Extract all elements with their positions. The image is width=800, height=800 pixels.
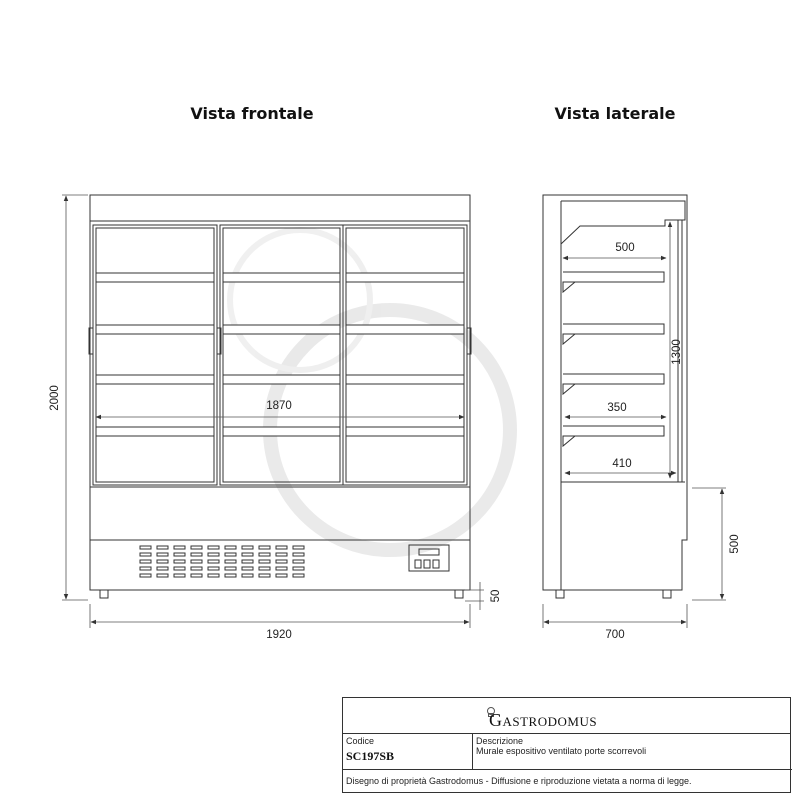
vent-slot <box>191 567 202 570</box>
dim-side-inner-height: 1300 <box>671 339 683 365</box>
side-view <box>543 195 741 641</box>
vent-slot <box>276 553 287 556</box>
vent-slot <box>157 560 168 563</box>
vent-slot <box>157 574 168 577</box>
foot-right <box>455 590 463 598</box>
vent-grille <box>140 546 304 577</box>
vent-slot <box>242 574 253 577</box>
vent-slot <box>276 574 287 577</box>
dim-side-top-shelf: 500 <box>615 242 635 254</box>
dim-side-shelf-mid: 350 <box>607 402 627 414</box>
vent-slot <box>191 574 202 577</box>
brand-row <box>343 698 790 734</box>
vent-slot <box>174 567 185 570</box>
vent-slot <box>140 546 151 549</box>
brand-name: Gastrodomus <box>489 710 598 730</box>
vent-slot <box>191 546 202 549</box>
side-foot-front <box>556 590 564 598</box>
vent-slot <box>293 546 304 549</box>
side-foot-back <box>663 590 671 598</box>
vent-slot <box>225 553 236 556</box>
dim-total-height: 2000 <box>49 385 61 411</box>
dim-side-base-height: 500 <box>729 534 741 554</box>
vent-slot <box>225 546 236 549</box>
vent-slot <box>140 560 151 563</box>
vent-slot <box>276 567 287 570</box>
vent-slot <box>293 560 304 563</box>
code-cell <box>343 734 473 770</box>
description-cell <box>473 734 792 770</box>
vent-slot <box>225 560 236 563</box>
side-view-title: Vista laterale <box>554 104 676 123</box>
vent-slot <box>293 553 304 556</box>
vent-slot <box>140 553 151 556</box>
vent-slot <box>242 546 253 549</box>
dim-feet-height: 50 <box>490 589 502 603</box>
vent-slot <box>293 574 304 577</box>
ownership-notice: Disegno di proprietà Gastrodomus - Diffusione e riproduzione vietata a norma di legge. <box>346 776 692 786</box>
product-description: Murale espositivo ventilato porte scorrevoli <box>476 746 647 756</box>
vent-slot <box>259 574 270 577</box>
vent-slot <box>191 560 202 563</box>
vent-slot <box>174 560 185 563</box>
vent-slot <box>276 560 287 563</box>
description-label: Descrizione <box>476 736 524 746</box>
vent-slot <box>225 574 236 577</box>
vent-slot <box>259 553 270 556</box>
vent-slot <box>276 546 287 549</box>
vent-slot <box>208 560 219 563</box>
title-block <box>342 697 791 793</box>
vent-slot <box>174 574 185 577</box>
vent-slot <box>157 567 168 570</box>
vent-slot <box>157 553 168 556</box>
vent-slot <box>242 553 253 556</box>
side-shelves <box>563 272 664 446</box>
vent-slot <box>174 553 185 556</box>
front-view-title: Vista frontale <box>190 104 314 123</box>
vent-slot <box>157 546 168 549</box>
vent-slot <box>208 553 219 556</box>
product-code: SC197SB <box>346 749 395 763</box>
vent-slot <box>140 574 151 577</box>
vent-slot <box>140 567 151 570</box>
vent-slot <box>259 560 270 563</box>
dim-side-depth: 700 <box>605 629 625 641</box>
vent-slot <box>259 567 270 570</box>
vent-slot <box>208 574 219 577</box>
vent-slot <box>242 560 253 563</box>
dim-inner-width: 1870 <box>266 400 292 412</box>
dim-total-width: 1920 <box>266 629 292 641</box>
vent-slot <box>208 546 219 549</box>
vent-slot <box>191 553 202 556</box>
foot-left <box>100 590 108 598</box>
vent-slot <box>242 567 253 570</box>
vent-slot <box>225 567 236 570</box>
vent-slot <box>259 546 270 549</box>
vent-slot <box>208 567 219 570</box>
code-label: Codice <box>346 736 375 746</box>
vent-slot <box>293 567 304 570</box>
vent-slot <box>174 546 185 549</box>
door-left <box>93 225 217 485</box>
dim-side-shelf-low: 410 <box>612 458 632 470</box>
